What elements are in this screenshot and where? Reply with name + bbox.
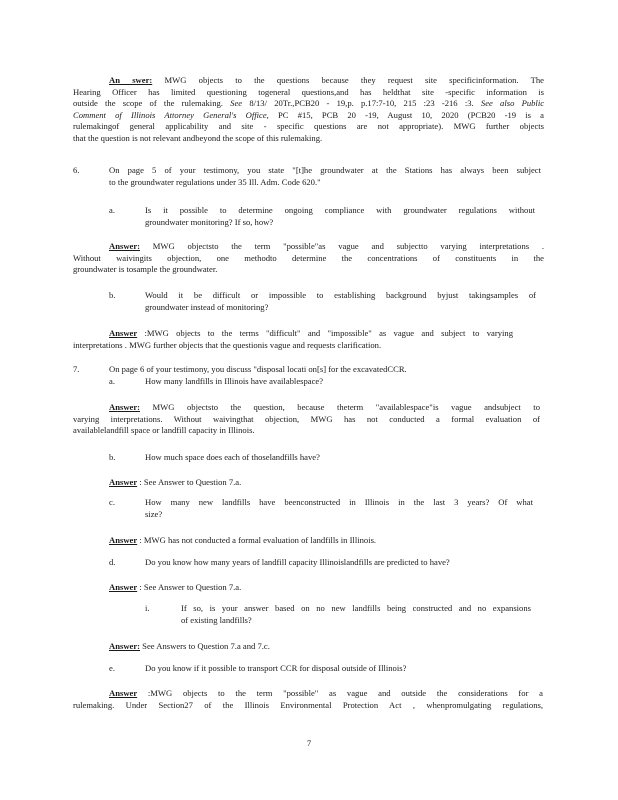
text-line: Would it be difficult or impossible to establishing background byjust takingsamples of [145, 290, 536, 300]
subquestion-letter: b. [109, 452, 116, 462]
answer-6b [73, 328, 513, 351]
answer-label: Answer [109, 477, 138, 487]
question-7b [145, 452, 445, 464]
answer-7e [73, 688, 543, 711]
text-line: Answer : See Answer to Question 7.a. [109, 477, 242, 487]
answer-label: Answer [109, 688, 138, 698]
text-line: groundwater monitoring? If so, how? [145, 216, 274, 227]
question-number: 7. [73, 364, 80, 374]
question-7d-i [181, 603, 531, 626]
text-line: Answer: MWG objectsto the term "possible"as vague and subjectto varying interpretations . [109, 241, 544, 251]
text-line: Hearing Officer has limited questioning togeneral questions,and has heldthat site -specific information is [73, 86, 544, 97]
text-line: rulemaking. Under Section27 of the Illinois Environmental Protection Act , whenpromulgating regulations, [73, 699, 543, 710]
text-line: groundwater instead of monitoring? [145, 301, 269, 312]
text-line: How much space does each of thoselandfills have? [145, 452, 320, 462]
text-line: On page 5 of your testimony, you state "[t]he groundwater at the Stations has always been subject [109, 165, 541, 175]
text-line: that the question is not relevant andbeyond the scope of this rulemaking. [73, 132, 323, 143]
subquestion-letter: c. [109, 497, 115, 507]
text-line: Answer : MWG has not conducted a formal evaluation of landfills in Illinois. [109, 535, 377, 545]
text-line: size? [145, 508, 163, 519]
text-line: rulemakingof general applicability and site - specific questions are not appropriate). MWG further objects [73, 121, 544, 131]
answer-label: Answer [109, 582, 138, 592]
text-line: How many landfills in Illinois have availablespace? [145, 376, 324, 386]
text-line: varying interpretations. Without waivingthat objection, MWG has not conducted a formal evaluation of [73, 413, 540, 424]
text-line: Comment of Illinois Attorney General's Office, PC #15, PCB 20 -19, August 10, 2020 (PCB20 -19 is a [73, 109, 544, 120]
subquestion-letter: b. [109, 290, 116, 300]
text-line: How many new landfills have beenconstructed in Illinois in the last 3 years? Of what [145, 497, 533, 507]
answer-7d [109, 582, 409, 594]
question-6a [145, 205, 535, 228]
answer-label: An swer: [109, 75, 153, 85]
answer-paragraph-1 [73, 75, 544, 144]
text-line: Answer : See Answer to Question 7.a. [109, 582, 242, 592]
answer-label: Answer: [109, 641, 141, 651]
subquestion-letter: d. [109, 557, 116, 567]
text-line: Answer: MWG objectsto the question, because theterm "availablespace"is vague andsubject to [109, 402, 540, 412]
text-line: On page 6 of your testimony, you discuss "disposal locati on[s] for the excavatedCCR. [109, 364, 407, 374]
text-line: interpretations . MWG further objects that the questionis vague and requests clarification. [73, 339, 382, 350]
text-line: An swer: MWG objects to the questions because they request site specificinformation. The [109, 75, 544, 85]
text-line: Without waivingits objection, one methodto determine the concentrations of constituents in the [73, 252, 544, 263]
question-7a [145, 376, 505, 388]
answer-label: Answer: [109, 241, 141, 251]
question-6b [145, 290, 536, 313]
text-line: Answer :MWG objects to the term "possible" as vague and outside the considerations for a [109, 688, 543, 698]
answer-label: Answer: [109, 402, 141, 412]
text-line: availablelandfill space or landfill capacity in Illinois. [73, 425, 255, 435]
text-line: Do you know if it possible to transport CCR for disposal outside of Illinois? [145, 663, 407, 673]
text-line: groundwater is tosample the groundwater. [73, 264, 218, 274]
text-line: If so, is your answer based on no new landfills being constructed and no expansions [181, 603, 531, 613]
subquestion-letter: a. [109, 376, 115, 386]
text-line: Is it possible to determine ongoing compliance with groundwater regulations without [145, 205, 535, 215]
text-line: outside the scope of the rulemaking. See 8/13/ 20Tr.,PCB20 - 19,p. p.17:7-10, 215 :23 -216 :3. See also Public [73, 98, 545, 108]
answer-label: Answer [109, 328, 138, 338]
page-number: 7 [306, 738, 312, 748]
text-line: to the groundwater regulations under 35 Ill. Adm. Code 620." [109, 176, 321, 187]
subquestion-letter: a. [109, 205, 115, 215]
answer-label: Answer [109, 535, 138, 545]
text-line: Answer :MWG objects to the terms "difficult" and "impossible" as vague and subject to varying [109, 328, 513, 338]
subquestion-letter: e. [109, 663, 115, 673]
answer-7b [109, 477, 409, 489]
subquestion-numeral: i. [145, 603, 150, 613]
answer-7c [109, 535, 489, 547]
answer-7a [73, 402, 540, 437]
answer-7d-i [109, 641, 409, 653]
question-6 [109, 165, 541, 188]
question-7 [109, 364, 509, 376]
answer-6a [73, 241, 544, 276]
question-7c [145, 497, 533, 520]
question-7e [145, 663, 525, 675]
text-line: Answer: See Answers to Question 7.a and 7.c. [109, 641, 270, 651]
text-line: of existing landfills? [181, 614, 252, 625]
text-line: Do you know how many years of landfill capacity Illinoislandfills are predicted to have? [145, 557, 450, 567]
question-7d [145, 557, 540, 569]
question-number: 6. [73, 165, 80, 175]
